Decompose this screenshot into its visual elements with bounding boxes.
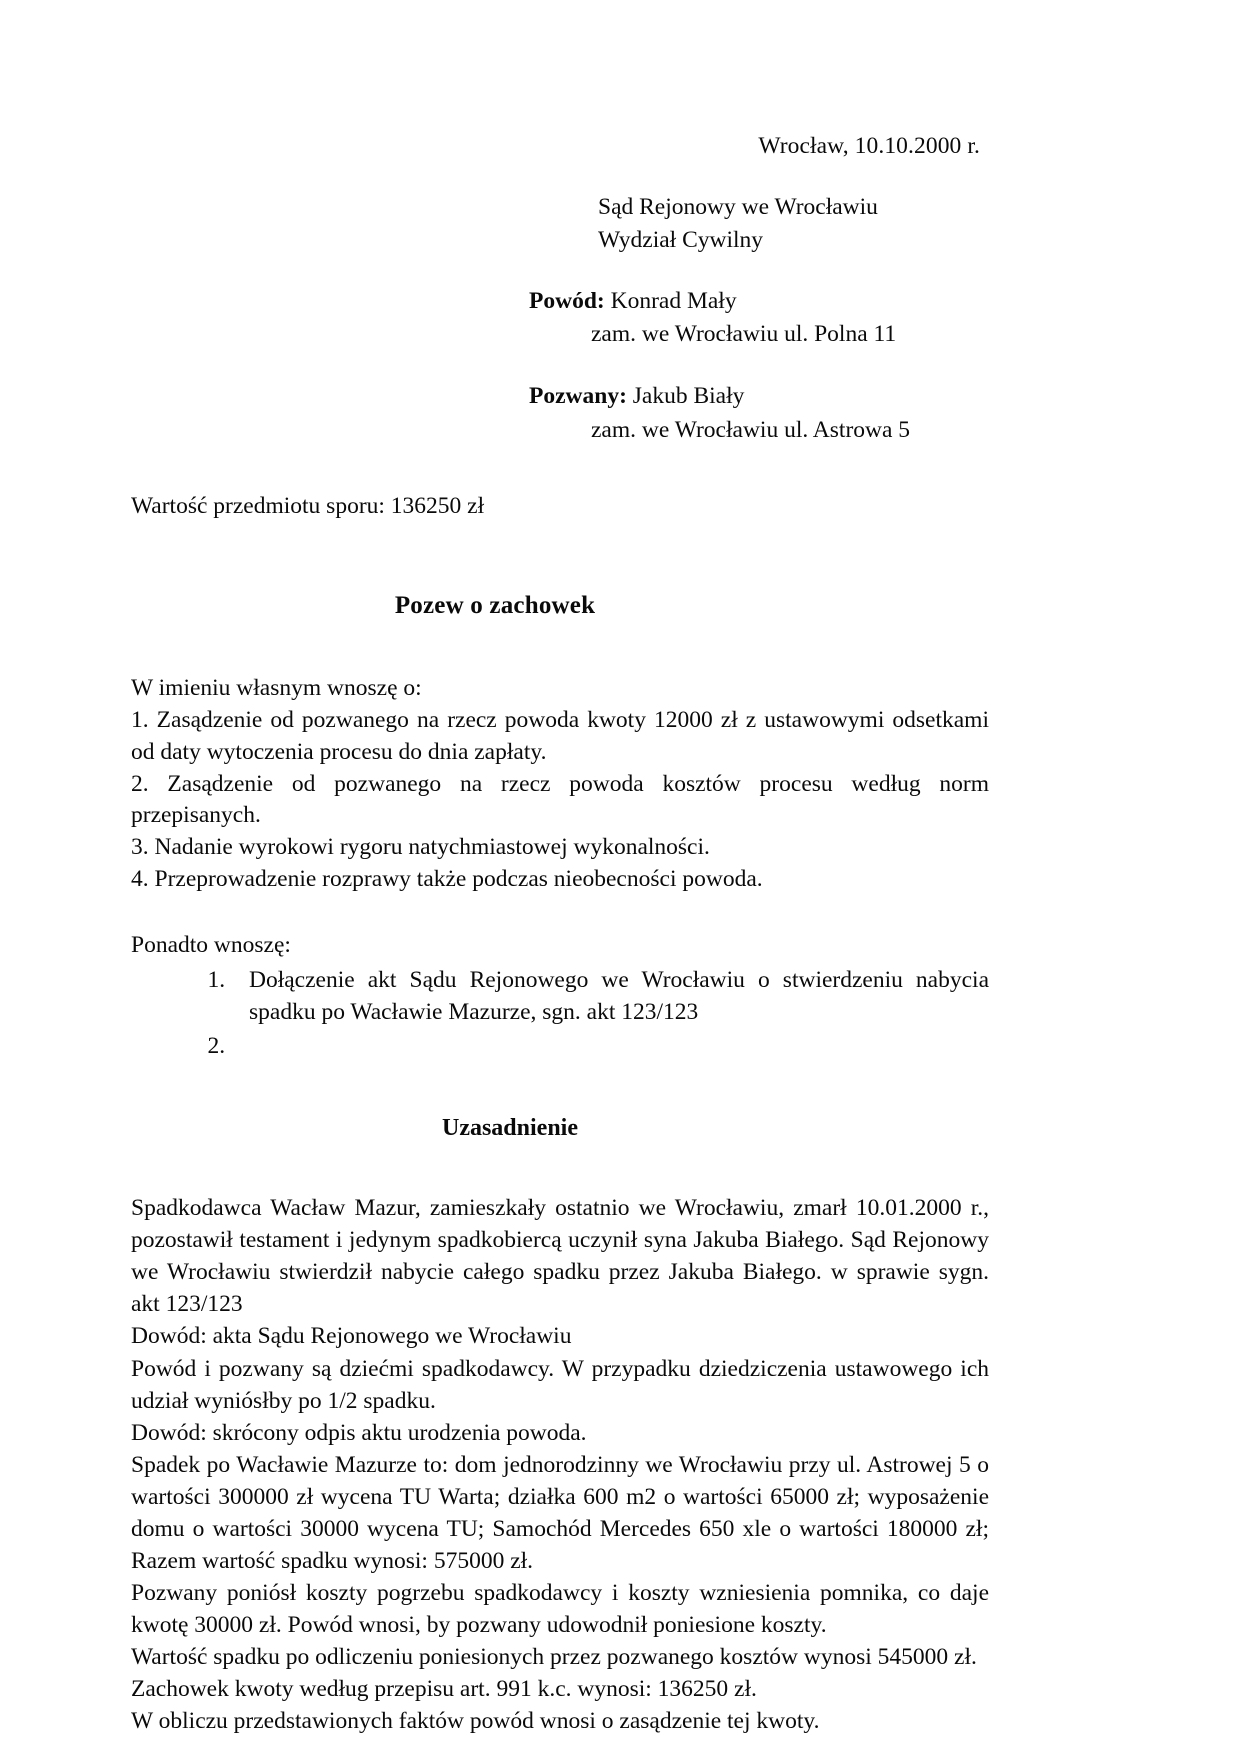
reasoning-paragraph: Dowód: akta Sądu Rejonowego we Wrocławiu [131, 1323, 572, 1350]
reasoning-paragraph: Dowód: skrócony odpis aktu urodzenia powoda. [131, 1419, 587, 1446]
reasoning-paragraph: Zachowek kwoty według przepisu art. 991 k.c. wynosi: 136250 zł. [131, 1676, 757, 1703]
date-line: Wrocław, 10.10.2000 r. [758, 133, 980, 159]
claim-item: 2. Zasądzenie od pozwanego na rzecz powoda kosztów procesu według norm przepisanych. [131, 770, 989, 829]
document-body [131, 0, 989, 1737]
defendant-address: zam. we Wrocławiu ul. Astrowa 5 [591, 416, 911, 443]
reasoning-body [131, 1192, 989, 1737]
claims-list [131, 705, 989, 897]
reasoning-title: Uzasadnienie [441, 1115, 578, 1142]
plaintiff-address: zam. we Wrocławiu ul. Polna 11 [591, 321, 897, 348]
moreover-list [131, 965, 989, 1063]
reasoning-paragraph: Wartość spadku po odliczeniu poniesionych przez pozwanego kosztów wynosi 545000 zł. [131, 1644, 977, 1671]
reasoning-paragraph: Spadek po Wacławie Mazurze to: dom jednorodzinny we Wrocławiu przy ul. Astrowej 5 o wartości 300000 zł wycena TU Warta; działka 600 m2 o wartości 65000 zł; wyposażenie domu o wartości 30000 wycena TU; Samochód Mercedes 650 xle o wartości 180000 zł; Razem wartość spadku wynosi: 575000 zł. [131, 1451, 989, 1574]
court-address-block [131, 191, 989, 258]
claim-item: 3. Nadanie wyrokowi rygoru natychmiastowej wykonalności. [131, 834, 710, 861]
list-item [231, 1031, 989, 1063]
claims-intro: W imieniu własnym wnoszę o: [131, 674, 422, 701]
court-division: Wydział Cywilny [598, 227, 764, 254]
defendant-block [131, 380, 989, 447]
defendant-name: Jakub Biały [626, 382, 745, 409]
list-item: 1. Dołączenie akt Sądu Rejonowego we Wrocławiu o stwierdzeniu nabycia spadku po Wacławie Mazurze, sgn. akt 123/123 [231, 965, 989, 1029]
moreover-label: Ponadto wnoszę: [131, 932, 291, 959]
reasoning-paragraph: Spadkodawca Wacław Mazur, zamieszkały ostatnio we Wrocławiu, zmarł 10.01.2000 r., pozostawił testament i jedynym spadkobiercą uczynił syna Jakuba Białego. Sąd Rejonowy we Wrocławiu stwierdził nabycie całego spadku przez Jakuba Białego. w sprawie sygn. akt 123/123 [131, 1195, 989, 1318]
court-name: Sąd Rejonowy we Wrocławiu [598, 193, 878, 220]
claim-item: 4. Przeprowadzenie rozprawy także podczas nieobecności powoda. [131, 866, 763, 893]
claim-item: 1. Zasądzenie od pozwanego na rzecz powoda kwoty 12000 zł z ustawowymi odsetkami od daty wytoczenia procesu do dnia zapłaty. [131, 706, 989, 765]
reasoning-paragraph: W obliczu przedstawionych faktów powód wnosi o zasądzenie tej kwoty. [131, 1708, 820, 1735]
plaintiff-block [131, 285, 989, 352]
dispute-value: Wartość przedmiotu sporu: 136250 zł [131, 493, 485, 520]
plaintiff-label: Powód: [529, 287, 605, 314]
page-title: Pozew o zachowek [394, 591, 596, 619]
defendant-label: Pozwany: [529, 382, 627, 409]
reasoning-paragraph: Powód i pozwany są dziećmi spadkodawcy. W przypadku dziedziczenia ustawowego ich udział wyniósłby po 1/2 spadku. [131, 1355, 989, 1414]
reasoning-paragraph: Pozwany poniósł koszty pogrzebu spadkodawcy i koszty wzniesienia pomnika, co daje kwotę 30000 zł. Powód wnosi, by pozwany udowodnił poniesione koszty. [131, 1579, 989, 1638]
plaintiff-name: Konrad Mały [604, 287, 737, 314]
